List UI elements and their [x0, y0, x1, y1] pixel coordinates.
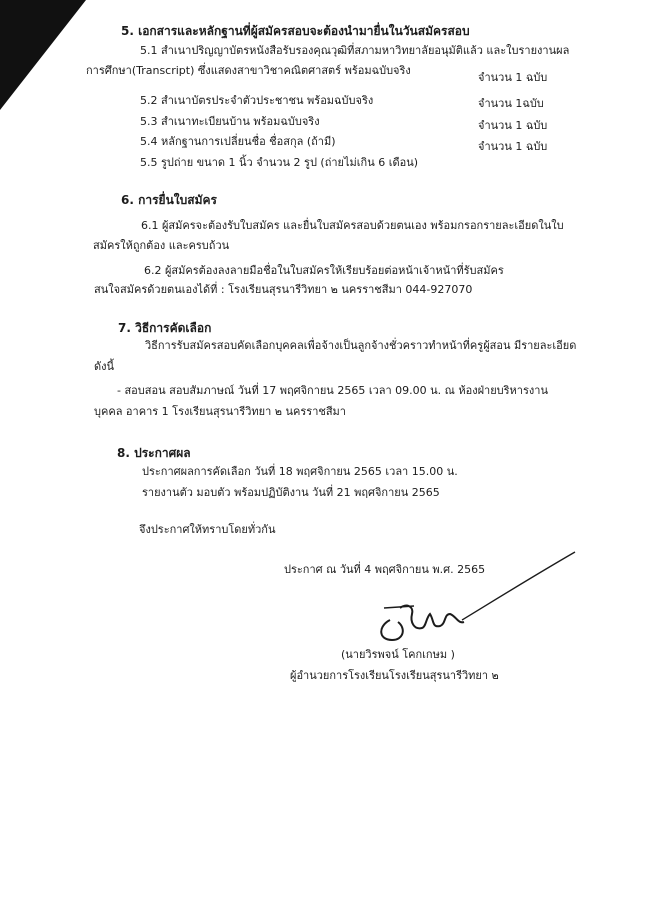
section5-item1-qty: จำนวน 1 ฉบับ [478, 71, 548, 84]
section7-p1-line1: วิธีการรับสมัครสอบคัดเลือกบุคคลเพื่อจ้างเป็นลูกจ้างชั่วคราวทำหน้าที่ครูผู้สอน มีรายละเอียด [145, 339, 577, 352]
closing-statement: จึงประกาศให้ทราบโดยทั่วกัน [139, 523, 276, 536]
section7-p2-line2: บุคคล อาคาร 1 โรงเรียนสุรนารีวิทยา ๒ นครราชสีมา [94, 405, 346, 418]
signature [370, 548, 580, 648]
section5-item1-line1: 5.1 สำเนาปริญญาบัตรหนังสือรับรองคุณวุฒิที่สภามหาวิทยาลัยอนุมัติแล้ว และใบรายงานผล [140, 44, 570, 57]
section8-heading: 8. ประกาศผล [117, 446, 191, 460]
section5-item3: 5.3 สำเนาทะเบียนบ้าน พร้อมฉบับจริง [140, 115, 320, 128]
signer-title: ผู้อำนวยการโรงเรียนโรงเรียนสุรนารีวิทยา ๒ [290, 669, 499, 682]
announcement-date: ประกาศ ณ วันที่ 4 พฤศจิกายน พ.ศ. 2565 [284, 563, 486, 576]
section5-item2-qty: จำนวน 1ฉบับ [478, 97, 544, 110]
section6-heading: 6. การยื่นใบสมัคร [121, 193, 217, 207]
section7-p1-line2: ดังนี้ [94, 360, 115, 373]
section6-p1-line2: สมัครให้ถูกต้อง และครบถ้วน [93, 239, 230, 252]
section7-p2-line1: - สอบสอน สอบสัมภาษณ์ วันที่ 17 พฤศจิกายน 2565 เวลา 09.00 น. ณ ห้องฝ่ายบริหารงาน [117, 384, 548, 397]
section8-line2: รายงานตัว มอบตัว พร้อมปฏิบัติงาน วันที่ 21 พฤศจิกายน 2565 [142, 486, 440, 499]
section7-heading: 7. วิธีการคัดเลือก [118, 321, 212, 335]
section5-item4-qty: จำนวน 1 ฉบับ [478, 140, 548, 153]
section6-p2-line1: 6.2 ผู้สมัครต้องลงลายมือชื่อในใบสมัครให้เรียบร้อยต่อหน้าเจ้าหน้าที่รับสมัคร [144, 264, 504, 277]
section5-item4: 5.4 หลักฐานการเปลี่ยนชื่อ ชื่อสกุล (ถ้ามี) [140, 135, 336, 148]
section6-p2-line2: สนใจสมัครด้วยตนเองได้ที่ : โรงเรียนสุรนารีวิทยา ๒ นครราชสีมา 044-927070 [94, 283, 473, 296]
section5-item3-qty: จำนวน 1 ฉบับ [478, 119, 548, 132]
signer-name: (นายวิรพจน์ โคกเกษม ) [341, 648, 455, 661]
section5-item2: 5.2 สำเนาบัตรประจำตัวประชาชน พร้อมฉบับจริง [140, 94, 374, 107]
scan-corner-shadow [0, 0, 86, 110]
section5-heading: 5. เอกสารและหลักฐานที่ผู้สมัครสอบจะต้องนำมายื่นในวันสมัครสอบ [121, 24, 470, 38]
section5-item5: 5.5 รูปถ่าย ขนาด 1 นิ้ว จำนวน 2 รูป (ถ่ายไม่เกิน 6 เดือน) [140, 156, 419, 169]
section5-item1-line2: การศึกษา(Transcript) ซึ่งแสดงสาขาวิชาคณิตศาสตร์ พร้อมฉบับจริง [86, 64, 411, 77]
section8-line1: ประกาศผลการคัดเลือก วันที่ 18 พฤศจิกายน 2565 เวลา 15.00 น. [142, 465, 458, 478]
section6-p1-line1: 6.1 ผู้สมัครจะต้องรับใบสมัคร และยื่นใบสมัครสอบด้วยตนเอง พร้อมกรอกรายละเอียดในใบ [141, 219, 564, 232]
